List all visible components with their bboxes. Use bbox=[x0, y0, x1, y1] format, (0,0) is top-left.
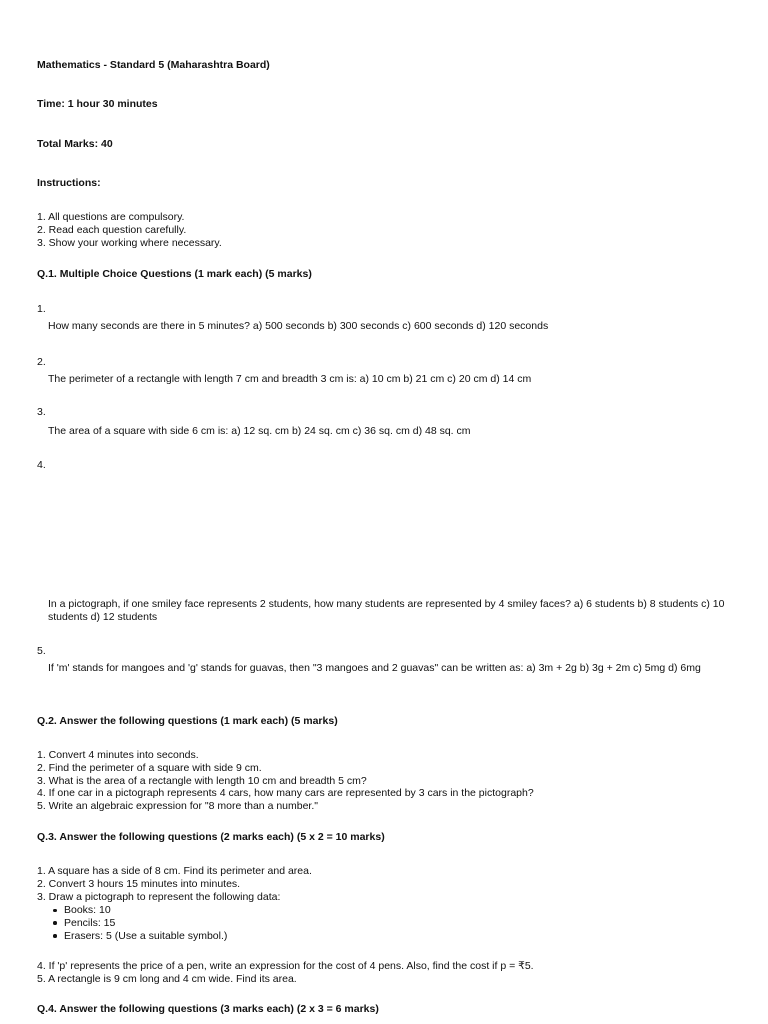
q2-heading: Q.2. Answer the following questions (1 mark each) (5 marks) bbox=[37, 715, 338, 727]
q1-item-text: How many seconds are there in 5 minutes? a) 500 seconds b) 300 seconds c) 600 seconds d) 120 seconds bbox=[48, 320, 549, 332]
total-marks-label: Total Marks: 40 bbox=[37, 138, 113, 150]
time-label: Time: 1 hour 30 minutes bbox=[37, 98, 158, 110]
q1-item-number: 4. bbox=[37, 459, 46, 471]
q3-data-item: Pencils: 15 bbox=[51, 917, 227, 930]
instructions-list bbox=[37, 211, 222, 249]
q3-data-item: Erasers: 5 (Use a suitable symbol.) bbox=[51, 930, 227, 943]
q3-data-list bbox=[51, 904, 227, 942]
q3-data-item: Books: 10 bbox=[51, 904, 227, 917]
q2-item: 3. What is the area of a rectangle with length 10 cm and breadth 5 cm? bbox=[37, 774, 367, 787]
q3-item: 1. A square has a side of 8 cm. Find its perimeter and area. bbox=[37, 865, 312, 877]
instruction-item: 3. Show your working where necessary. bbox=[37, 236, 222, 249]
q2-item: 5. Write an algebraic expression for "8 more than a number." bbox=[37, 800, 318, 813]
q3-list-continued bbox=[37, 960, 534, 986]
q2-list bbox=[37, 749, 534, 813]
paper-title: Mathematics - Standard 5 (Maharashtra Board) bbox=[37, 59, 270, 71]
q1-item-number: 2. bbox=[37, 356, 46, 368]
q1-item-text: The area of a square with side 6 cm is: a) 12 sq. cm b) 24 sq. cm c) 36 sq. cm d) 48 sq. cm bbox=[48, 425, 471, 437]
q4-heading: Q.4. Answer the following questions (3 marks each) (2 x 3 = 6 marks) bbox=[37, 1003, 379, 1015]
instruction-item: 2. Read each question carefully. bbox=[37, 223, 187, 236]
q3-item: 4. If 'p' represents the price of a pen, write an expression for the cost of 4 pens. Also, find the cost if p = ₹5. bbox=[37, 960, 534, 972]
q2-item: 2. Find the perimeter of a square with side 9 cm. bbox=[37, 761, 262, 774]
q1-item-number: 5. bbox=[37, 645, 46, 657]
q1-item-text: The perimeter of a rectangle with length 7 cm and breadth 3 cm is: a) 10 cm b) 21 cm c) 20 cm d) 14 cm bbox=[48, 373, 532, 385]
q2-item: 1. Convert 4 minutes into seconds. bbox=[37, 749, 199, 761]
q3-item: 2. Convert 3 hours 15 minutes into minutes. bbox=[37, 877, 241, 890]
instructions-heading: Instructions: bbox=[37, 177, 101, 189]
q1-item-text: If 'm' stands for mangoes and 'g' stands for guavas, then "3 mangoes and 2 guavas" can be written as: a) 3m + 2g b) 3g + 2m c) 5mg d) 6mg bbox=[48, 662, 701, 674]
q3-list bbox=[37, 865, 312, 903]
q1-item-number: 1. bbox=[37, 303, 46, 315]
instruction-item: 1. All questions are compulsory. bbox=[37, 211, 185, 223]
q2-item: 4. If one car in a pictograph represents 4 cars, how many cars are represented by 3 cars in the pictograph? bbox=[37, 787, 534, 800]
q1-heading: Q.1. Multiple Choice Questions (1 mark each) (5 marks) bbox=[37, 268, 312, 280]
q1-item-text: In a pictograph, if one smiley face represents 2 students, how many students are represented by 4 smiley faces? a) 6 students b) 8 students c) 10 students d) 12 students bbox=[48, 598, 725, 623]
q3-item: 3. Draw a pictograph to represent the following data: bbox=[37, 890, 281, 903]
q3-item: 5. A rectangle is 9 cm long and 4 cm wide. Find its area. bbox=[37, 972, 297, 985]
q3-heading: Q.3. Answer the following questions (2 marks each) (5 x 2 = 10 marks) bbox=[37, 831, 385, 843]
q1-item-number: 3. bbox=[37, 406, 46, 418]
